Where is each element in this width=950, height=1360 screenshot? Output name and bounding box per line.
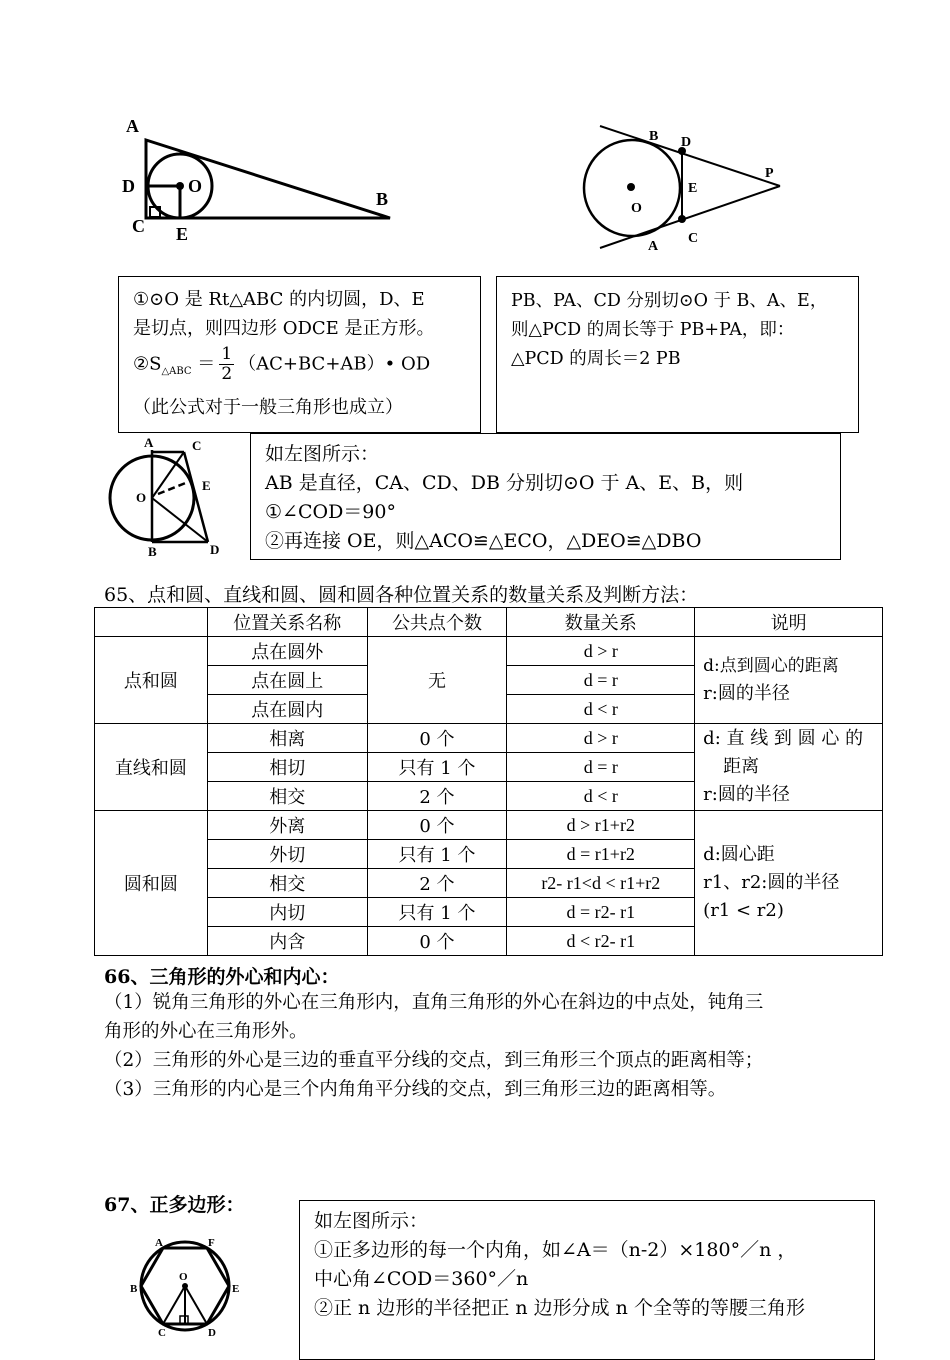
tangent-perimeter-box [496,276,859,433]
box1-formula-rest: （AC+BC+AB）• OD [238,353,431,375]
section-65-title: 65、点和圆、直线和圆、圆和圆各种位置关系的数量关系及判断方法： [104,584,699,606]
header-cell: 数量关系 [507,608,695,637]
label-o: O [188,176,203,196]
regular-polygon-note-box [299,1200,875,1360]
relation-cell: 相切 [207,753,367,782]
section-66-title: 66、三角形的外心和内心： [104,966,340,988]
count-cell: 只有 1 个 [367,898,507,927]
label-a: A [648,239,659,254]
count-cell: 2 个 [367,869,507,898]
label-f: F [208,1237,215,1249]
box2-line1: PB、PA、CD 分别切⊙O 于 B、A、E， [511,291,828,311]
label-c: C [158,1327,166,1339]
box4-line1: 如左图所示： [314,1210,429,1232]
incircle-note-box [118,276,481,433]
box4-line3: 中心角∠COD＝360°／n [314,1268,529,1290]
label-c: C [688,231,699,246]
quantity-cell: d > r1+r2 [507,811,695,840]
box1-formula [133,345,480,389]
quantity-cell: d < r [507,695,695,724]
label-e: E [688,181,698,196]
relation-cell: 外离 [207,811,367,840]
box2-line2: 则△PCD 的周长等于 PB+PA，即： [511,320,795,340]
box4-line4: ②正 n 边形的半径把正 n 边形分成 n 个全等的等腰三角形 [314,1297,805,1319]
header-cell: 说明 [695,608,883,637]
table-row [95,637,883,666]
relation-cell: 相离 [207,724,367,753]
box1-line2: 是切点，则四边形 ODCE 是正方形。 [133,318,435,339]
relation-cell: 点在圆上 [207,666,367,695]
quantity-cell: d > r [507,637,695,666]
section-66-body [104,988,884,1104]
label-o: O [179,1271,188,1283]
label-d: D [208,1327,216,1339]
label-d: D [210,542,220,557]
label-a: A [155,1237,163,1249]
label-e: E [176,224,189,244]
box3-line2: AB 是直径，CA、CD、DB 分别切⊙O 于 A、E、B，则 [265,472,744,494]
count-cell: 0 个 [367,811,507,840]
table-header-row [95,608,883,637]
label-c: C [192,438,202,453]
label-a: A [144,435,154,450]
label-e: E [202,478,211,493]
group-name: 圆和圆 [95,811,208,956]
quantity-cell: d = r [507,753,695,782]
label-b: B [130,1283,138,1295]
relation-cell: 内切 [207,898,367,927]
section-66-point-3: （3）三角形的内心是三个内角角平分线的交点，到三角形三边的距离相等。 [104,1079,727,1100]
label-p: P [765,166,774,181]
count-cell: 0 个 [367,927,507,956]
label-o: O [136,490,147,505]
box3-line4: ②再连接 OE，则△ACO≌△ECO，△DEO≌△DBO [265,530,702,552]
label-e: E [232,1283,240,1295]
header-cell [95,608,208,637]
relation-cell: 外切 [207,840,367,869]
quantity-cell: d < r [507,782,695,811]
relation-cell: 相交 [207,869,367,898]
position-relation-table [94,607,883,956]
quantity-cell: d > r [507,724,695,753]
count-cell: 只有 1 个 [367,840,507,869]
relation-cell: 点在圆外 [207,637,367,666]
table-row [95,811,883,840]
label-d: D [681,135,692,150]
count-cell: 2 个 [367,782,507,811]
section-66-point-1: （1）锐角三角形的外心在三角形内，直角三角形的外心在斜边的中点处，钝角三 [104,992,764,1013]
relation-cell: 相交 [207,782,367,811]
count-cell: 无 [367,637,507,724]
section-66-point-1-cont: 角形的外心在三角形外。 [104,1021,308,1042]
label-d: D [122,176,135,196]
box1-formula-sub: △ABC [161,366,192,378]
box3-line1: 如左图所示： [265,443,380,465]
quantity-cell: d = r [507,666,695,695]
diameter-tangents-figure [100,432,230,562]
quantity-cell: d = r2- r1 [507,898,695,927]
quantity-cell: d = r1+r2 [507,840,695,869]
box2-line3: △PCD 的周长＝2 PB [511,349,681,369]
quantity-cell: d < r2- r1 [507,927,695,956]
label-b: B [649,129,659,144]
label-o: O [631,201,642,216]
note-cell: d:点到圆心的距离 r:圆的半径 [695,637,883,724]
incircle-right-triangle-figure [120,110,410,250]
tangent-triangle-figure [575,120,795,260]
quantity-cell: r2- r1<d < r1+r2 [507,869,695,898]
label-b: B [148,544,157,559]
box1-formula-s: ②S [133,353,162,375]
regular-hexagon-figure [128,1232,248,1343]
count-cell: 0 个 [367,724,507,753]
relation-cell: 点在圆内 [207,695,367,724]
header-cell: 位置关系名称 [207,608,367,637]
one-half-fraction: $\frac{1}{2}$ [221,344,233,384]
count-cell: 只有 1 个 [367,753,507,782]
group-name: 点和圆 [95,637,208,724]
table-row [95,724,883,753]
header-cell: 公共点个数 [367,608,507,637]
note-cell: d:圆心距 r1、r2:圆的半径 (r1 < r2) [695,811,883,956]
box1-formula-eq: ＝ [191,353,216,375]
box1-line1: ①⊙O 是 Rt△ABC 的内切圆，D、E [133,289,425,310]
box4-line2: ①正多边形的每一个内角，如∠A＝（n-2）×180°／n ， [314,1239,797,1261]
relation-cell: 内含 [207,927,367,956]
box3-line3: ①∠COD＝90° [265,501,396,523]
right-angle-note-box [250,433,841,560]
label-b: B [376,189,389,209]
section-67-title: 67、正多边形： [104,1194,245,1216]
box1-line4: （此公式对于一般三角形也成立） [133,397,403,419]
note-cell: d: 直 线 到 圆 心 的 距离 r:圆的半径 [695,724,883,811]
label-a: A [126,116,139,136]
section-66-point-2: （2）三角形的外心是三边的垂直平分线的交点，到三角形三个顶点的距离相等； [104,1050,764,1071]
label-c: C [132,216,145,236]
group-name: 直线和圆 [95,724,208,811]
